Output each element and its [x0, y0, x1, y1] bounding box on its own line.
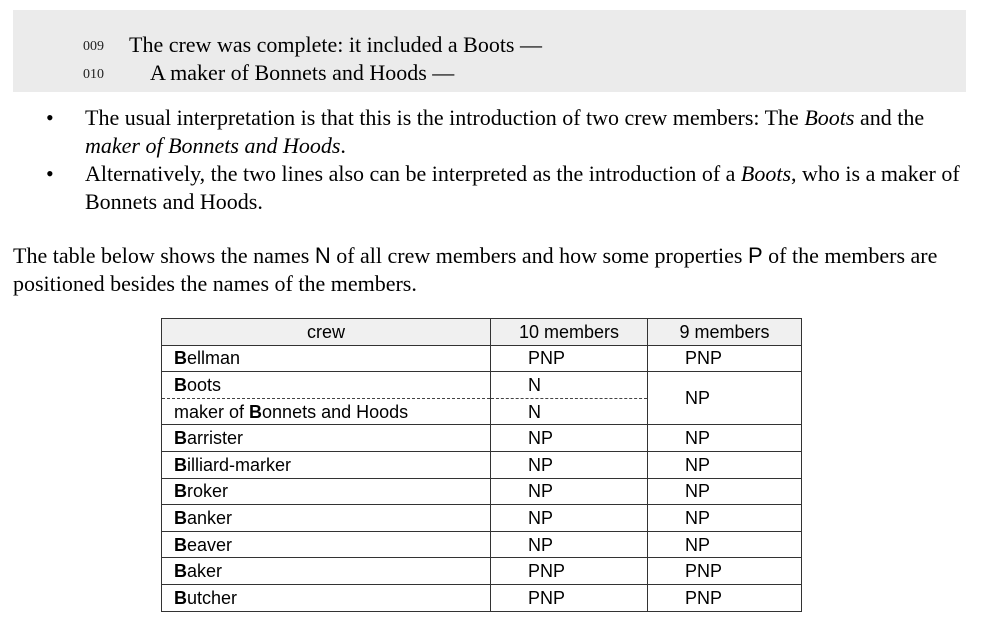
crew-table [161, 318, 802, 612]
text-run: of the members are positioned besides the names of the members. [13, 243, 938, 296]
table-row [162, 558, 802, 585]
cell-10: NP [491, 478, 648, 505]
name-initial: B [174, 348, 187, 369]
line-number: 010 [83, 67, 104, 82]
name-rest: utcher [187, 587, 238, 608]
name-rest: aker [187, 561, 223, 582]
header-10-members: 10 members [491, 319, 648, 346]
symbol-n: N [314, 243, 331, 268]
crew-name [162, 478, 491, 505]
bullet-marker: • [46, 161, 54, 186]
table-row [162, 372, 802, 399]
line-number: 009 [83, 39, 104, 54]
cell-10: NP [491, 425, 648, 452]
name-initial: B [174, 454, 187, 475]
symbol-p: P [747, 243, 763, 268]
cell-9: NP [648, 425, 802, 452]
name-initial: B [174, 374, 187, 395]
cell-10: NP [491, 531, 648, 558]
name-rest: roker [187, 481, 229, 502]
crew-name [162, 505, 491, 532]
text-run: . [340, 133, 346, 158]
text-run: Alternatively, the two lines also can be interpreted as the introduction of a [85, 161, 741, 186]
bullet-item [0, 104, 982, 160]
text-run: The usual interpretation is that this is the introduction of two crew members: The [85, 105, 805, 130]
bullet-text [85, 104, 970, 160]
cell-10: PNP [491, 345, 648, 372]
text-run: of all crew members and how some properties [330, 243, 748, 268]
cell-9: NP [648, 531, 802, 558]
cell-9: NP [648, 478, 802, 505]
bullet-marker: • [46, 105, 54, 130]
crew-name [162, 558, 491, 585]
table-row [162, 478, 802, 505]
table-row [162, 531, 802, 558]
crew-name [162, 425, 491, 452]
crew-name [162, 451, 491, 478]
quote-text: A maker of Bonnets and Hoods — [150, 60, 455, 85]
table-header-row [162, 319, 802, 346]
crew-name [162, 345, 491, 372]
name-rest: eaver [187, 534, 233, 555]
bullet-item [0, 160, 982, 216]
table-row [162, 345, 802, 372]
text-run: , who is a maker of Bonnets and Hoods. [85, 161, 960, 214]
name-rest: illiard-marker [187, 454, 292, 475]
name-rest: onnets and Hoods [262, 401, 409, 422]
name-initial: B [174, 481, 187, 502]
table-row [162, 584, 802, 611]
cell-9-merged: NP [648, 372, 802, 425]
text-run: The table below shows the names [13, 243, 315, 268]
header-9-members: 9 members [648, 319, 802, 346]
emphasis: maker of Bonnets and Hoods [85, 133, 341, 158]
quote-box [13, 10, 966, 92]
cell-9: PNP [648, 345, 802, 372]
cell-10: NP [491, 505, 648, 532]
crew-name [162, 531, 491, 558]
cell-9: NP [648, 505, 802, 532]
name-rest: anker [187, 507, 233, 528]
name-initial: B [174, 534, 187, 555]
cell-10: PNP [491, 558, 648, 585]
cell-10: PNP [491, 584, 648, 611]
table-row [162, 505, 802, 532]
table-row [162, 451, 802, 478]
name-rest: ellman [187, 348, 241, 369]
name-initial: B [249, 401, 263, 422]
emphasis: Boots [740, 161, 792, 186]
cell-9: PNP [648, 558, 802, 585]
cell-9: PNP [648, 584, 802, 611]
cell-10: N [491, 398, 648, 425]
bullet-text [85, 160, 970, 216]
table-row [162, 425, 802, 452]
crew-name [162, 584, 491, 611]
name-initial: B [174, 561, 187, 582]
crew-name [162, 398, 491, 425]
name-initial: B [174, 507, 187, 528]
body-paragraph [13, 242, 973, 298]
header-crew: crew [162, 319, 491, 346]
name-prefix: maker of [174, 401, 250, 422]
quote-text: The crew was complete: it included a Boots — [129, 32, 542, 57]
cell-10: NP [491, 451, 648, 478]
name-initial: B [174, 587, 187, 608]
cell-10: N [491, 372, 648, 399]
text-run: and the [854, 105, 925, 130]
emphasis: Boots [804, 105, 855, 130]
bullet-list [0, 104, 982, 216]
name-initial: B [174, 428, 187, 449]
cell-9: NP [648, 451, 802, 478]
name-rest: arrister [187, 428, 244, 449]
name-rest: oots [187, 374, 222, 395]
crew-name [162, 372, 491, 399]
